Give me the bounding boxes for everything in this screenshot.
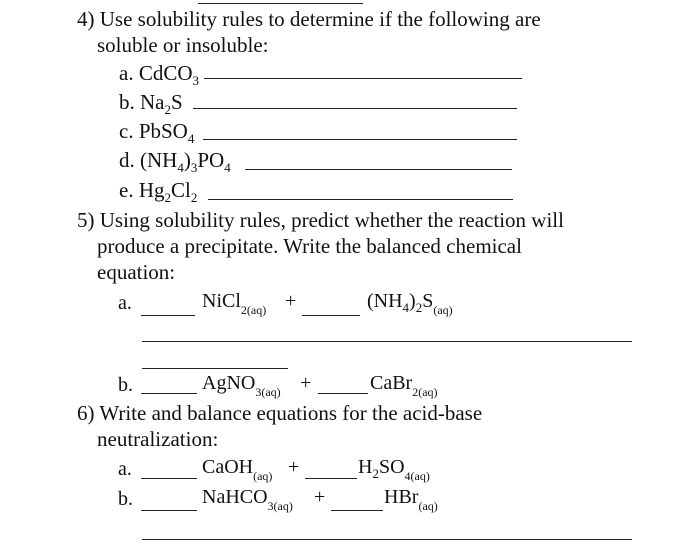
q5a-coef-line-2[interactable]	[302, 315, 360, 316]
q4-heading-line2: soluble or insoluble:	[97, 33, 269, 57]
q4-heading-line1: 4) Use solubility rules to determine if the following are	[77, 7, 541, 31]
q6a-coef-line-1[interactable]	[141, 478, 197, 479]
q5a-reactant-2: $(NH_4)_2S_{(aq)}$	[367, 290, 453, 317]
q4-item-a: a. CdCO$_3$	[119, 61, 200, 88]
q5a-equation-line-2[interactable]	[142, 368, 288, 369]
q6-heading-line2: neutralization:	[97, 427, 219, 451]
q5b-label: b.	[118, 374, 133, 396]
q4-answer-line-a[interactable]	[204, 78, 522, 79]
q5a-coef-line-1[interactable]	[141, 315, 195, 316]
q5a-reactant-1: NiCl$_{2(aq)}$	[202, 290, 267, 317]
q4-item-d: d. $(NH_4)_3PO_4$	[119, 148, 231, 175]
q6-equation-line[interactable]	[142, 539, 632, 540]
q5b-coef-line-1[interactable]	[141, 393, 197, 394]
q6b-coef-line-1[interactable]	[141, 510, 197, 511]
q6a-coef-line-2[interactable]	[305, 478, 357, 479]
q6a-reactant-1: CaOH$_{(aq)}$	[202, 456, 273, 483]
q6b-reactant-2: HBr$_{(aq)}$	[384, 486, 438, 513]
q5a-label: a.	[118, 292, 132, 314]
q4-item-b: b. $Na_2S$	[119, 90, 183, 117]
q6b-coef-line-2[interactable]	[331, 510, 383, 511]
q5-heading-line1: 5) Using solubility rules, predict whether the reaction will	[77, 208, 564, 232]
q5b-plus: +	[300, 372, 312, 394]
q5-heading-line2: produce a precipitate. Write the balanced chemical	[97, 234, 522, 258]
q6a-plus: +	[288, 456, 300, 478]
q6-heading-line1: 6) Write and balance equations for the acid-base	[77, 401, 483, 425]
q6b-label: b.	[118, 488, 133, 510]
q5a-equation-line[interactable]	[142, 341, 632, 342]
q5b-coef-line-2[interactable]	[318, 393, 368, 394]
q4-item-e: e. $Hg_2Cl_2$	[119, 178, 198, 205]
q4-answer-line-d[interactable]	[245, 169, 512, 170]
q4-answer-line-e[interactable]	[208, 199, 513, 200]
q6a-label: a.	[118, 458, 132, 480]
q5b-reactant-1: AgNO$_{3(aq)}$	[202, 372, 281, 399]
q4-item-c: c. PbSO$_4$	[119, 119, 195, 146]
q4-answer-line-c[interactable]	[203, 139, 517, 140]
q5a-plus: +	[285, 290, 297, 312]
q5-heading-line3: equation:	[97, 260, 176, 284]
q6b-reactant-1: NaHCO$_{3(aq)}$	[202, 486, 293, 513]
q5b-reactant-2: CaBr$_{2(aq)}$	[370, 372, 438, 399]
q4-answer-line-b[interactable]	[193, 108, 517, 109]
q6b-plus: +	[314, 486, 326, 508]
top-rule	[198, 3, 363, 4]
q6a-reactant-2: $H_2SO_{4(aq)}$	[358, 456, 430, 483]
